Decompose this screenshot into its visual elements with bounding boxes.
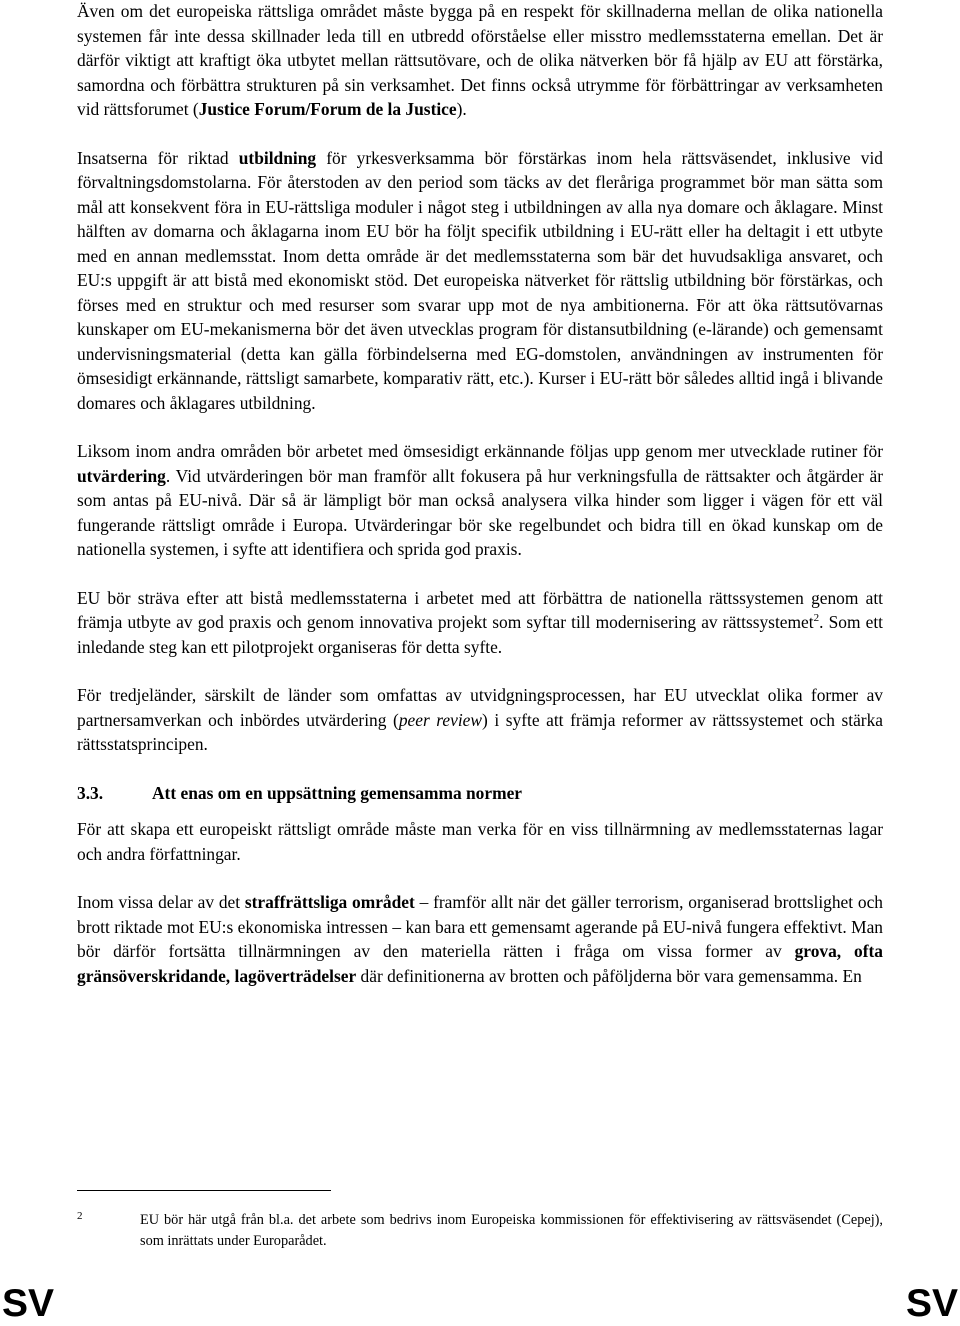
paragraph-training: Insatserna för riktad utbildning för yrkesverksamma bör förstärkas inom hela rättsväsendet, inklusive vid förvaltningsdomstolarna. För återstoden av den period som täcks av det fleråriga programmet bör man sätta som mål att konsekvent föra in EU-rättsliga moduler i något steg i utbildningen av alla nya domare och åklagare. Minst hälften av domarna och åklagarna inom EU bör ha följt specifik utbildning i EU-rätt eller ha deltagit i ett utbyte med en annan medlemsstat. Inom detta område är det medlemsstaterna som bär det huvudsakliga ansvaret, och EU:s uppgift är att bistå med ekonomiskt stöd. Det europeiska nätverket för rättslig utbildning bör förstärkas, och förses med en struktur och med resurser som svarar upp mot de nya ambitionerna. För att öka rättsutövarnas kunskaper om EU-mekanismerna bör det även utvecklas program för distansutbildning (e-lärande) och gemensamt undervisningsmaterial (detta kan gälla förbindelserna med EG-domstolen, användningen av instrumenten för ömsesidigt erkännande, rättsligt samarbete, komparativ rätt, etc.). Kurser i EU-rätt bör således alltid ingå i blivande domares och åklagares utbildning. [77,147,883,413]
footnote [77,1210,883,1252]
paragraph-approximation: För att skapa ett europeiskt rättsligt område måste man verka för en viss tillnärmning av medlemsstaternas lagar och andra författningar. [77,819,883,864]
bold-term: utvärdering [77,465,166,486]
language-mark-left: SV [2,1282,55,1325]
footnote-number: 2 [77,1210,83,1222]
paragraph-third-countries: För tredjeländer, särskilt de länder som omfattas av utvidgningsprocessen, har EU utvecklat olika former av partnersamverkan och inbördes utvärdering (peer review) i syfte att främja reformer av rättssystemet och stärka rättsstatsprincipen. [77,685,883,754]
bold-term: utbildning [238,147,317,168]
footnote-separator [77,1190,331,1191]
paragraph-criminal-law: Inom vissa delar av det straffrättsliga området – framför allt när det gäller terrorism, organiserad brottslighet och brott riktade mot EU:s ekonomiska intressen – kan bara ett gemensamt agerande på EU-nivå fungera effektivt. Man bör därför fortsätta tillnärmningen av den materiella rätten i fråga om vissa former av grova, ofta gränsöverskridande, lagöverträdelser där definitionerna av brotten och påföljderna bör vara gemensamma. En [77,892,884,986]
section-title: Att enas om en uppsättning gemensamma normer [152,782,523,803]
bold-term: straffrättsliga området [244,892,415,912]
document-body [77,0,883,1012]
paragraph-evaluation: Liksom inom andra områden bör arbetet med ömsesidigt erkännande följas upp genom mer utvecklade rutiner för utvärdering. Vid utvärderingen bör man framför allt fokusera på hur verkningsfulla de rättsakter och åtgärder är som antas på EU-nivå. Där så är lämpligt bör man också analysera vilka hinder som ligger i vägen för ett väl fungerande rättsligt område i Europa. Utvärderingar bör ske regelbundet och bidra till en ökad kunskap om de nationella systemen, i syfte att identifiera och sprida god praxis. [77,441,883,559]
footnote-reference[interactable]: 2 [813,612,820,625]
language-mark-right: SV [905,1282,958,1325]
section-heading [77,781,883,806]
paragraph-legal-cooperation: Även om det europeiska rättsliga området måste bygga på en respekt för skillnaderna mellan de olika nationella systemen får inte dessa skillnader leda till en utbredd oförståelse eller misstro medlemsstaterna emellan. Det är därför viktigt att kraftigt öka utbytet mellan rättsutövare, och de olika nätverken bör få hjälp av EU att förstärka, samordna och förbättra strukturen på sin verksamhet. Det finns också utrymme för förbättringar av verksamheten vid rättsforumet (Justice Forum/Forum de la Justice). [77,1,883,119]
italic-term: peer review [398,709,482,730]
bold-term: grova, ofta gränsöverskridande, lagöverträdelser [77,941,884,986]
section-number: 3.3. [77,782,104,803]
footnote-text: EU bör här utgå från bl.a. det arbete som bedrivs inom Europeiska kommissionen för effektivisering av rättsväsendet (Cepej), som inrättats under Europarådet. [140,1212,883,1249]
paragraph-national-systems: EU bör sträva efter att bistå medlemsstaterna i arbetet med att förbättra de nationella rättssystemen genom att främja utbyte av god praxis och genom innovativa projekt som syftar till modernisering av rättssystemet$^2$. Som ett inledande steg kan ett pilotprojekt organiseras för detta syfte. [77,587,883,657]
bold-term: Justice Forum/Forum de la Justice [198,99,457,119]
